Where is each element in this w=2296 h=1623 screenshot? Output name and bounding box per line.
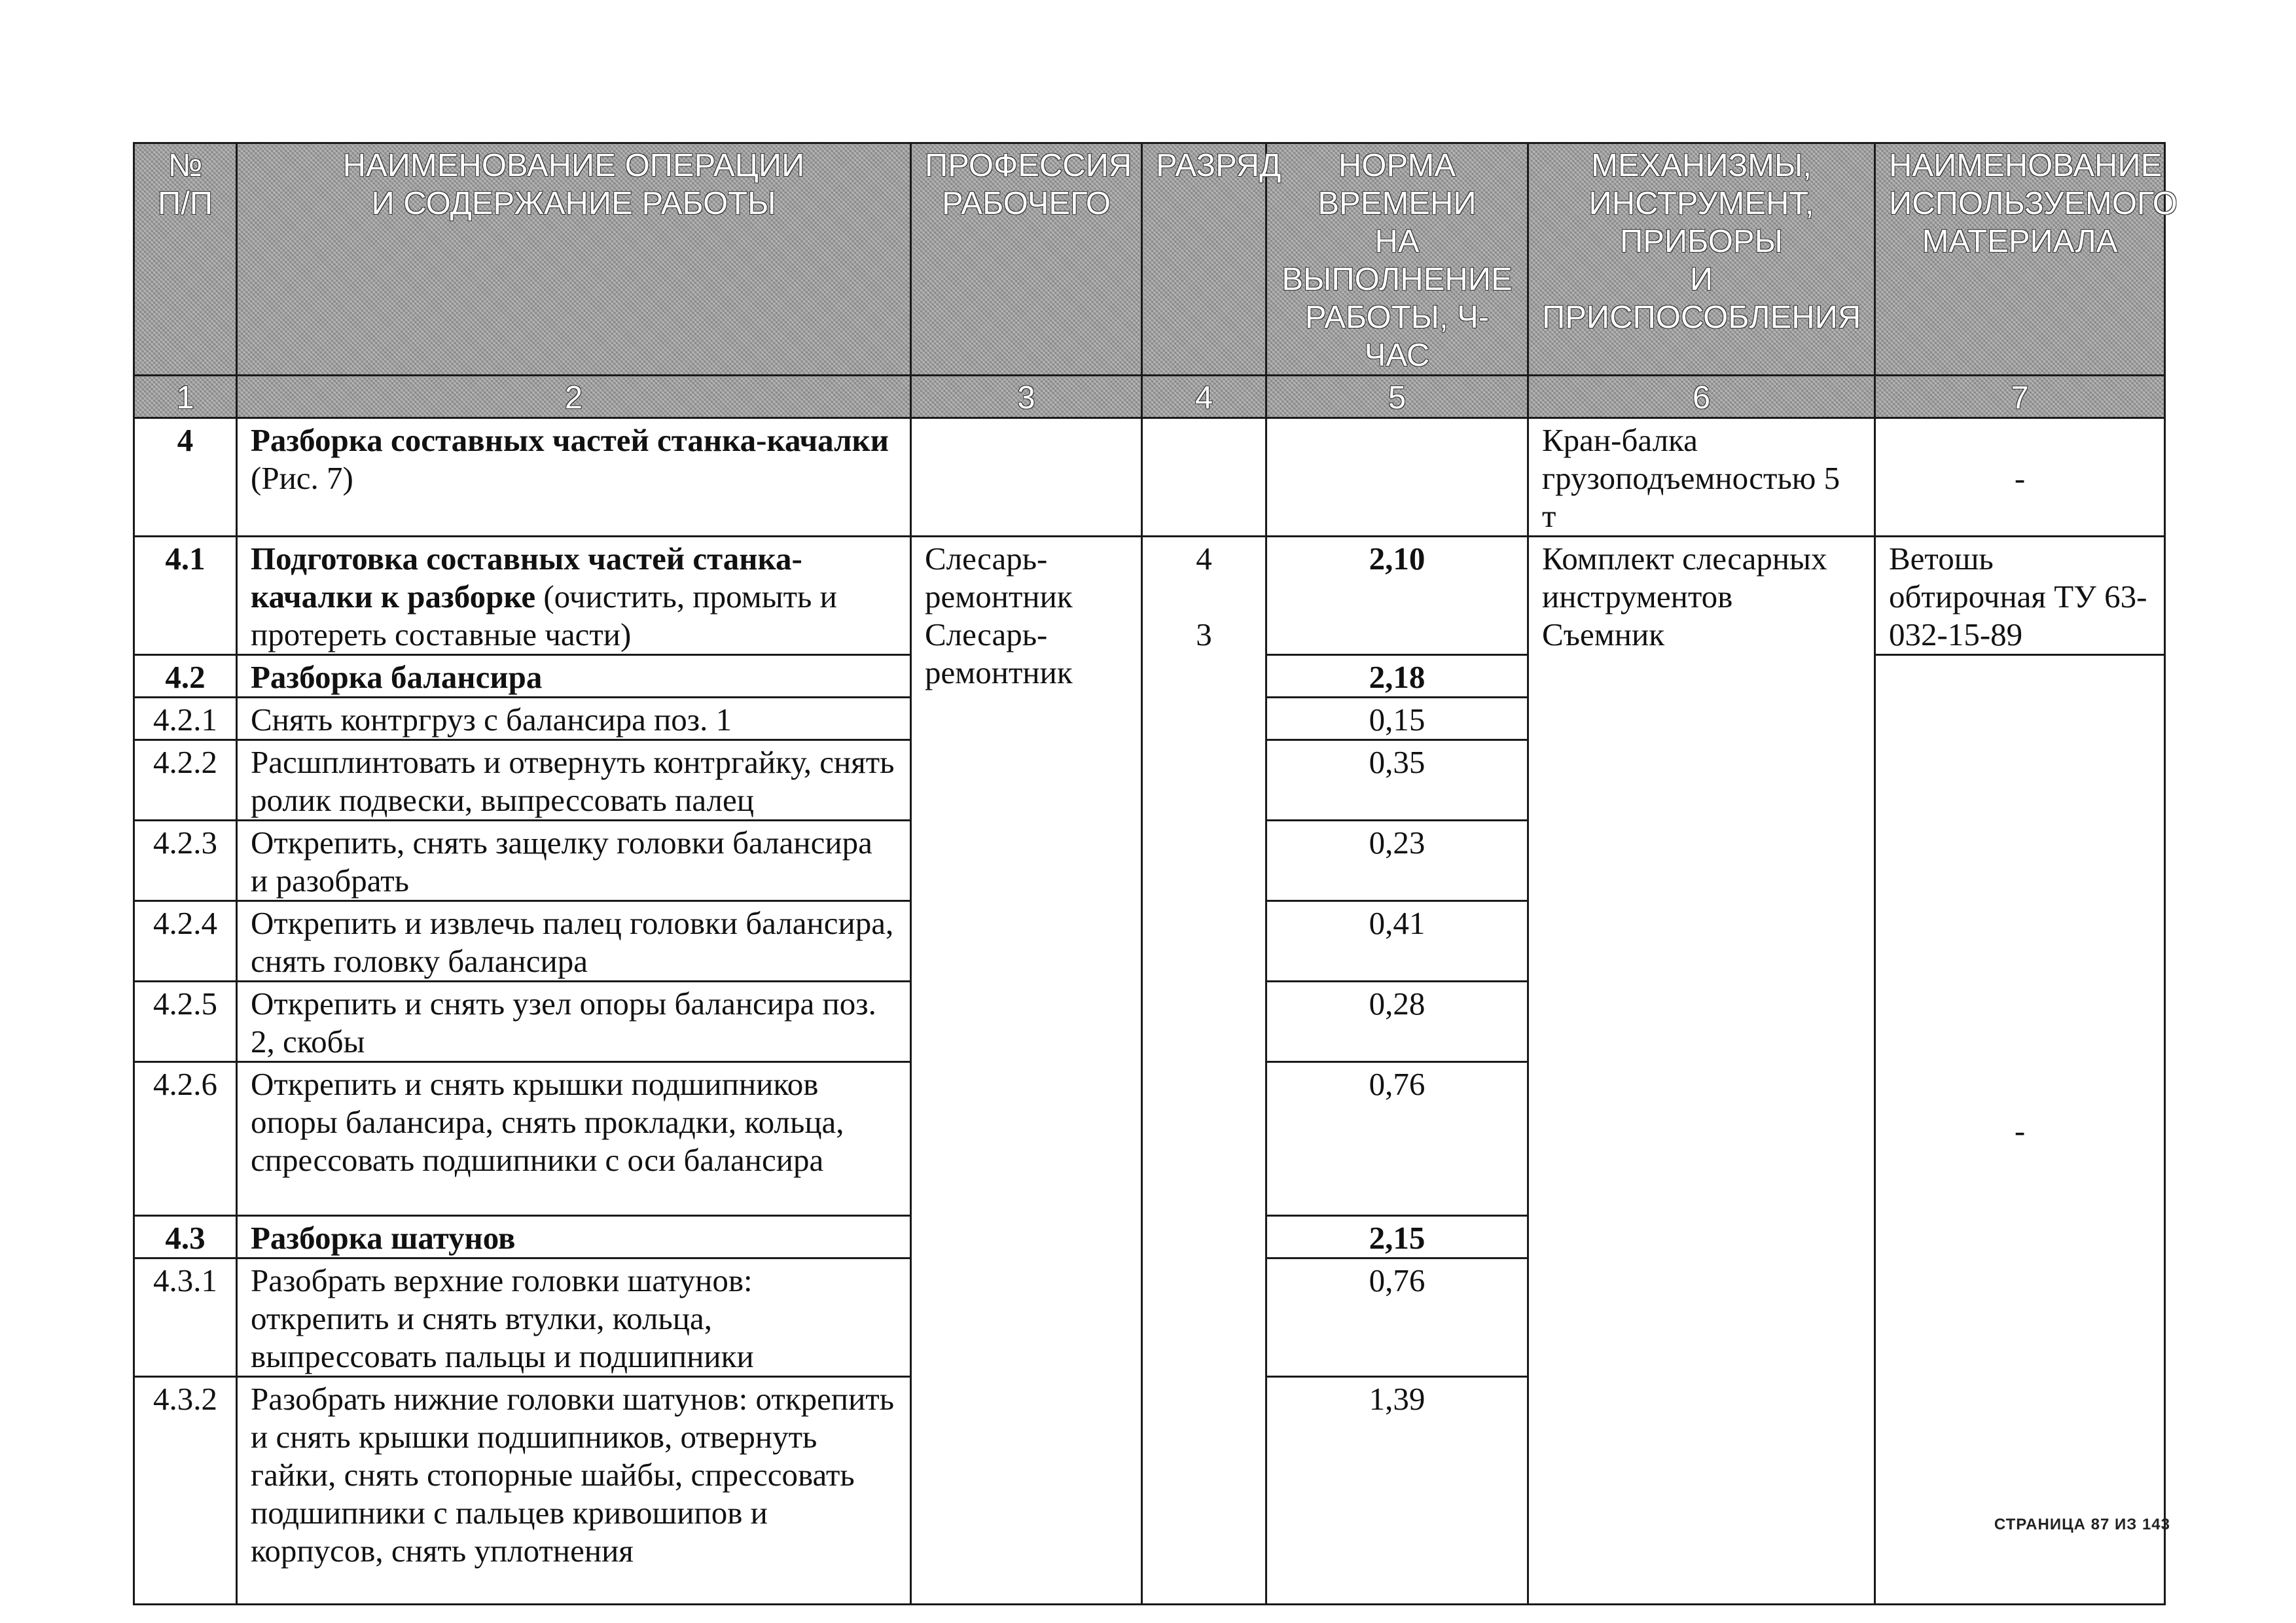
header-operation: НАИМЕНОВАНИЕ ОПЕРАЦИИ И СОДЕРЖАНИЕ РАБОТЫ [237, 143, 911, 376]
mechanism-cell: Комплект слесарных инструментов Съемник [1528, 537, 1875, 1605]
header-material: НАИМЕНОВАНИЕ ИСПОЛЬЗУЕМОГО МАТЕРИАЛА [1875, 143, 2165, 376]
header-num: № П/П [134, 143, 237, 376]
header-time-norm: НОРМА ВРЕМЕНИ НА ВЫПОЛНЕНИЕ РАБОТЫ, Ч-ЧАС [1266, 143, 1528, 376]
header-grade: РАЗРЯД [1142, 143, 1266, 376]
operation-cell [237, 418, 911, 537]
row-number: 4.1 [134, 537, 237, 655]
column-number: 2 [237, 376, 911, 418]
row-number: 4.3.2 [134, 1377, 237, 1605]
header-row [134, 143, 2165, 376]
row-number: 4.2.1 [134, 698, 237, 740]
time-cell: 2,18 [1266, 655, 1528, 698]
table-row [134, 418, 2165, 537]
row-number: 4.2.5 [134, 982, 237, 1062]
column-number-row [134, 376, 2165, 418]
column-number: 7 [1875, 376, 2165, 418]
row-number: 4.2.6 [134, 1062, 237, 1216]
operation-cell: Расшплинтовать и отвернуть контргайку, снять ролик подвески, выпрессовать палец [237, 740, 911, 821]
time-cell: 0,76 [1266, 1062, 1528, 1216]
operation-title: Разборка составных частей станка-качалки [251, 422, 889, 458]
operation-note: (очистить, промыть и протереть составные части) [251, 579, 837, 652]
page-counter: СТРАНИЦА 87 ИЗ 143 [1994, 1516, 2170, 1533]
row-number: 4.3 [134, 1216, 237, 1258]
operation-note: (Рис. 7) [251, 460, 353, 496]
time-cell [1266, 418, 1528, 537]
row-number: 4.2 [134, 655, 237, 698]
column-number: 6 [1528, 376, 1875, 418]
grade-cell: 4 3 [1142, 537, 1266, 1605]
header-profession: ПРОФЕССИЯ РАБОЧЕГО [911, 143, 1142, 376]
column-number: 1 [134, 376, 237, 418]
operation-cell: Открепить и извлечь палец головки балансира, снять головку балансира [237, 901, 911, 982]
column-number: 4 [1142, 376, 1266, 418]
operation-cell [237, 537, 911, 655]
material-cell: Ветошь обтирочная ТУ 63-032-15-89 [1875, 537, 2165, 655]
row-number: 4.2.2 [134, 740, 237, 821]
profession-cell: Слесарь- ремонтник Слесарь- ремонтник [911, 537, 1142, 1605]
column-number: 3 [911, 376, 1142, 418]
operation-cell: Разборка шатунов [237, 1216, 911, 1258]
time-cell: 0,28 [1266, 982, 1528, 1062]
table-row [134, 537, 2165, 655]
row-number: 4.2.4 [134, 901, 237, 982]
operation-title: Подготовка составных частей станка-качалки к разборке [251, 541, 802, 615]
material-cell: - [1875, 655, 2165, 1605]
operation-cell: Разобрать верхние головки шатунов: открепить и снять втулки, кольца, выпрессовать пальцы и подшипники [237, 1258, 911, 1377]
header-mechanisms: МЕХАНИЗМЫ, ИНСТРУМЕНТ, ПРИБОРЫ И ПРИСПОСОБЛЕНИЯ [1528, 143, 1875, 376]
time-cell: 2,15 [1266, 1216, 1528, 1258]
time-cell: 0,23 [1266, 821, 1528, 901]
row-number: 4.2.3 [134, 821, 237, 901]
operation-cell: Открепить, снять защелку головки балансира и разобрать [237, 821, 911, 901]
mechanism-cell: Кран-балка грузоподъемностью 5 т [1528, 418, 1875, 537]
row-number: 4.3.1 [134, 1258, 237, 1377]
time-cell: 0,41 [1266, 901, 1528, 982]
operations-table [133, 142, 2178, 1605]
material-cell: - [1875, 418, 2165, 537]
grade-cell [1142, 418, 1266, 537]
time-cell: 0,76 [1266, 1258, 1528, 1377]
operation-cell: Разборка балансира [237, 655, 911, 698]
profession-cell [911, 418, 1142, 537]
operation-cell: Снять контргруз с балансира поз. 1 [237, 698, 911, 740]
time-cell: 0,15 [1266, 698, 1528, 740]
row-number: 4 [134, 418, 237, 537]
operation-cell: Открепить и снять крышки подшипников опоры балансира, снять прокладки, кольца, спрессовать подшипники с оси балансира [237, 1062, 911, 1216]
operation-cell: Разобрать нижние головки шатунов: открепить и снять крышки подшипников, отвернуть гайки, снять стопорные шайбы, спрессовать подшипники с пальцев кривошипов и корпусов, снять уплотнения [237, 1377, 911, 1605]
time-cell: 0,35 [1266, 740, 1528, 821]
column-number: 5 [1266, 376, 1528, 418]
operation-cell: Открепить и снять узел опоры балансира поз. 2, скобы [237, 982, 911, 1062]
time-cell: 1,39 [1266, 1377, 1528, 1605]
time-cell: 2,10 [1266, 537, 1528, 655]
